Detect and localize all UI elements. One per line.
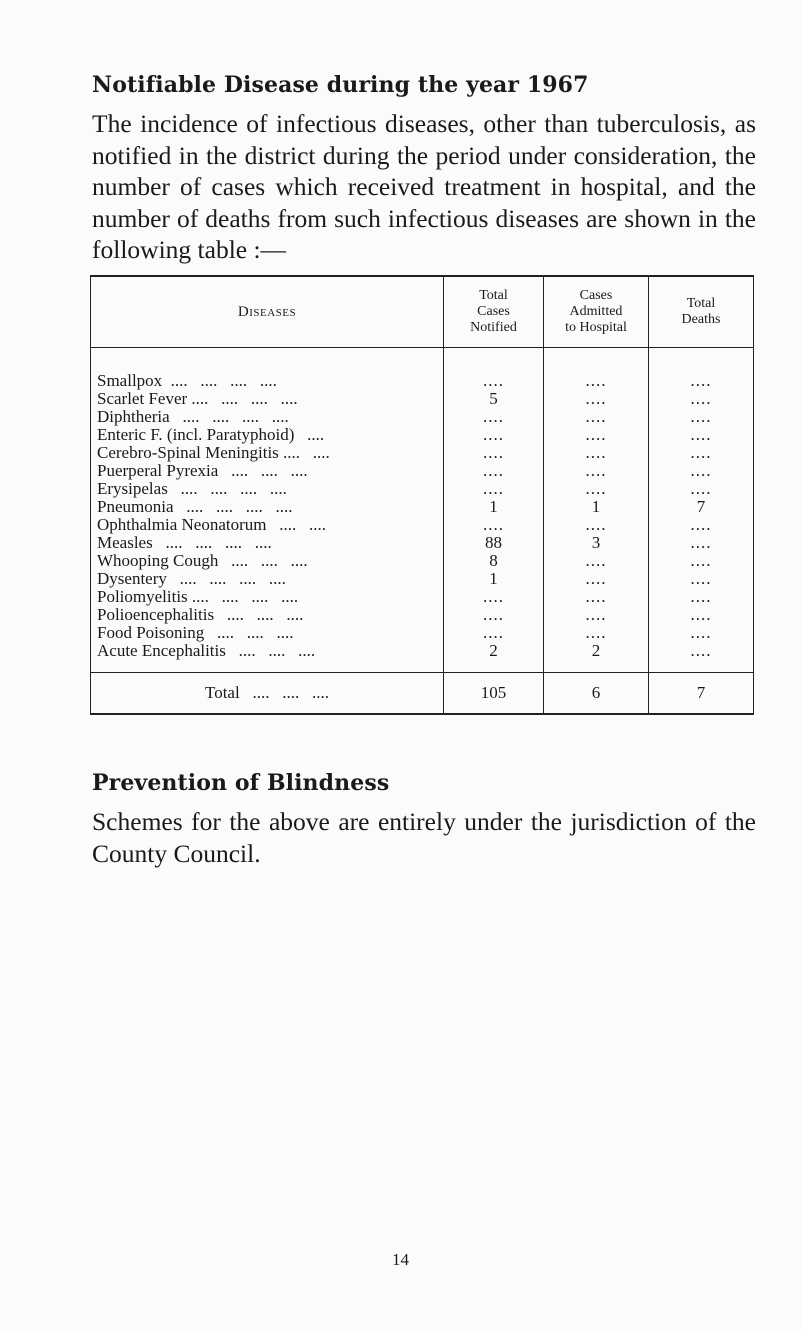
table-row	[91, 498, 754, 516]
cases-notified: ....	[444, 426, 544, 444]
total-deaths: ....	[649, 408, 754, 426]
disease-name: Smallpox .... .... .... ....	[97, 371, 277, 390]
cases-notified: ....	[444, 606, 544, 624]
cases-notified: 5	[444, 390, 544, 408]
cases-notified: ....	[444, 516, 544, 534]
cases-notified: 1	[444, 570, 544, 588]
cases-notified: 1	[444, 498, 544, 516]
table-row	[91, 462, 754, 480]
cases-notified: ....	[444, 588, 544, 606]
table-row	[91, 588, 754, 606]
total-deaths: ....	[649, 642, 754, 673]
total-deaths: ....	[649, 552, 754, 570]
total-deaths: ....	[649, 390, 754, 408]
disease-name: Diphtheria .... .... .... ....	[97, 408, 289, 426]
disease-name: Whooping Cough .... .... ....	[97, 552, 308, 570]
cases-admitted: ....	[544, 588, 649, 606]
total-cases-admitted: 6	[544, 673, 649, 715]
total-deaths: ....	[649, 588, 754, 606]
table-row	[91, 480, 754, 498]
cases-admitted: ....	[544, 444, 649, 462]
disease-table	[90, 275, 754, 715]
total-deaths: ....	[649, 444, 754, 462]
disease-name: Food Poisoning .... .... ....	[97, 624, 294, 642]
total-deaths: 7	[649, 498, 754, 516]
cases-admitted: ....	[544, 426, 649, 444]
table-row	[91, 390, 754, 408]
disease-name: Ophthalmia Neonatorum .... ....	[97, 516, 326, 534]
header-diseases: Diseases	[91, 276, 444, 348]
table-row	[91, 348, 754, 391]
cases-admitted: ....	[544, 606, 649, 624]
header-line: Cases	[477, 304, 510, 319]
cases-admitted: ....	[544, 570, 649, 588]
table-row	[91, 624, 754, 642]
header-line: Total	[686, 296, 716, 311]
table-row	[91, 534, 754, 552]
cases-notified: ....	[444, 408, 544, 426]
section-heading-prevention-of-blindness: Prevention of Blindness	[92, 770, 390, 796]
cases-notified: 2	[444, 642, 544, 673]
table-header-row	[91, 276, 754, 348]
disease-name: Enteric F. (incl. Paratyphoid) ....	[97, 426, 325, 444]
total-label: Total .... .... ....	[91, 673, 444, 715]
intro-paragraph: The incidence of infectious diseases, other than tuberculosis, as notified in the district during the period under consideration, the number of cases which received treatment in hospital, and the number of deaths from such infectious diseases are shown in the following table :—	[92, 109, 756, 264]
cases-notified: 88	[444, 534, 544, 552]
total-deaths: ....	[649, 534, 754, 552]
cases-notified: ....	[444, 348, 544, 391]
section-heading-notifiable-disease: Notifiable Disease during the year 1967	[92, 72, 589, 98]
table-row	[91, 552, 754, 570]
disease-name: Poliomyelitis .... .... .... ....	[97, 588, 299, 606]
total-deaths: ....	[649, 606, 754, 624]
cases-admitted: ....	[544, 408, 649, 426]
table-row	[91, 426, 754, 444]
disease-name: Erysipelas .... .... .... ....	[97, 480, 287, 498]
table-row	[91, 570, 754, 588]
total-deaths: ....	[649, 516, 754, 534]
blindness-paragraph: Schemes for the above are entirely under the jurisdiction of the County Council.	[92, 807, 756, 868]
cases-admitted: ....	[544, 348, 649, 391]
page-number: 14	[392, 1250, 409, 1269]
header-line: to Hospital	[565, 320, 627, 335]
header-line: Admitted	[569, 304, 623, 319]
header-line: Deaths	[681, 312, 721, 327]
cases-admitted: 2	[544, 642, 649, 673]
total-deaths: ....	[649, 480, 754, 498]
table-row	[91, 444, 754, 462]
header-cases-admitted	[544, 276, 649, 348]
total-deaths: ....	[649, 462, 754, 480]
total-cases-notified: 105	[444, 673, 544, 715]
cases-notified: ....	[444, 480, 544, 498]
disease-name: Pneumonia .... .... .... ....	[97, 498, 293, 516]
disease-name: Cerebro-Spinal Meningitis .... ....	[97, 444, 330, 462]
cases-notified: ....	[444, 444, 544, 462]
table-row	[91, 606, 754, 624]
table-row	[91, 642, 754, 673]
cases-admitted: ....	[544, 462, 649, 480]
table-row	[91, 408, 754, 426]
cases-admitted: ....	[544, 624, 649, 642]
total-deaths: ....	[649, 624, 754, 642]
table-row	[91, 516, 754, 534]
cases-admitted: ....	[544, 516, 649, 534]
header-total-deaths	[649, 276, 754, 348]
cases-notified: ....	[444, 624, 544, 642]
header-line: Total	[479, 288, 508, 303]
cases-notified: ....	[444, 462, 544, 480]
header-line: Cases	[579, 288, 613, 303]
disease-name: Dysentery .... .... .... ....	[97, 570, 286, 588]
disease-name: Puerperal Pyrexia .... .... ....	[97, 462, 308, 480]
disease-name: Polioencephalitis .... .... ....	[97, 606, 304, 624]
header-total-cases-notified	[444, 276, 544, 348]
cases-notified: 8	[444, 552, 544, 570]
disease-name: Acute Encephalitis .... .... ....	[97, 642, 316, 660]
cases-admitted: ....	[544, 480, 649, 498]
cases-admitted: ....	[544, 390, 649, 408]
table-total-row	[91, 673, 754, 715]
total-deaths: ....	[649, 570, 754, 588]
disease-name: Scarlet Fever .... .... .... ....	[97, 390, 298, 408]
header-line: Notified	[470, 320, 517, 335]
cases-admitted: ....	[544, 552, 649, 570]
cases-admitted: 3	[544, 534, 649, 552]
total-deaths-sum: 7	[649, 673, 754, 715]
total-deaths: ....	[649, 426, 754, 444]
disease-name: Measles .... .... .... ....	[97, 534, 272, 552]
cases-admitted: 1	[544, 498, 649, 516]
total-deaths: ....	[649, 348, 754, 391]
